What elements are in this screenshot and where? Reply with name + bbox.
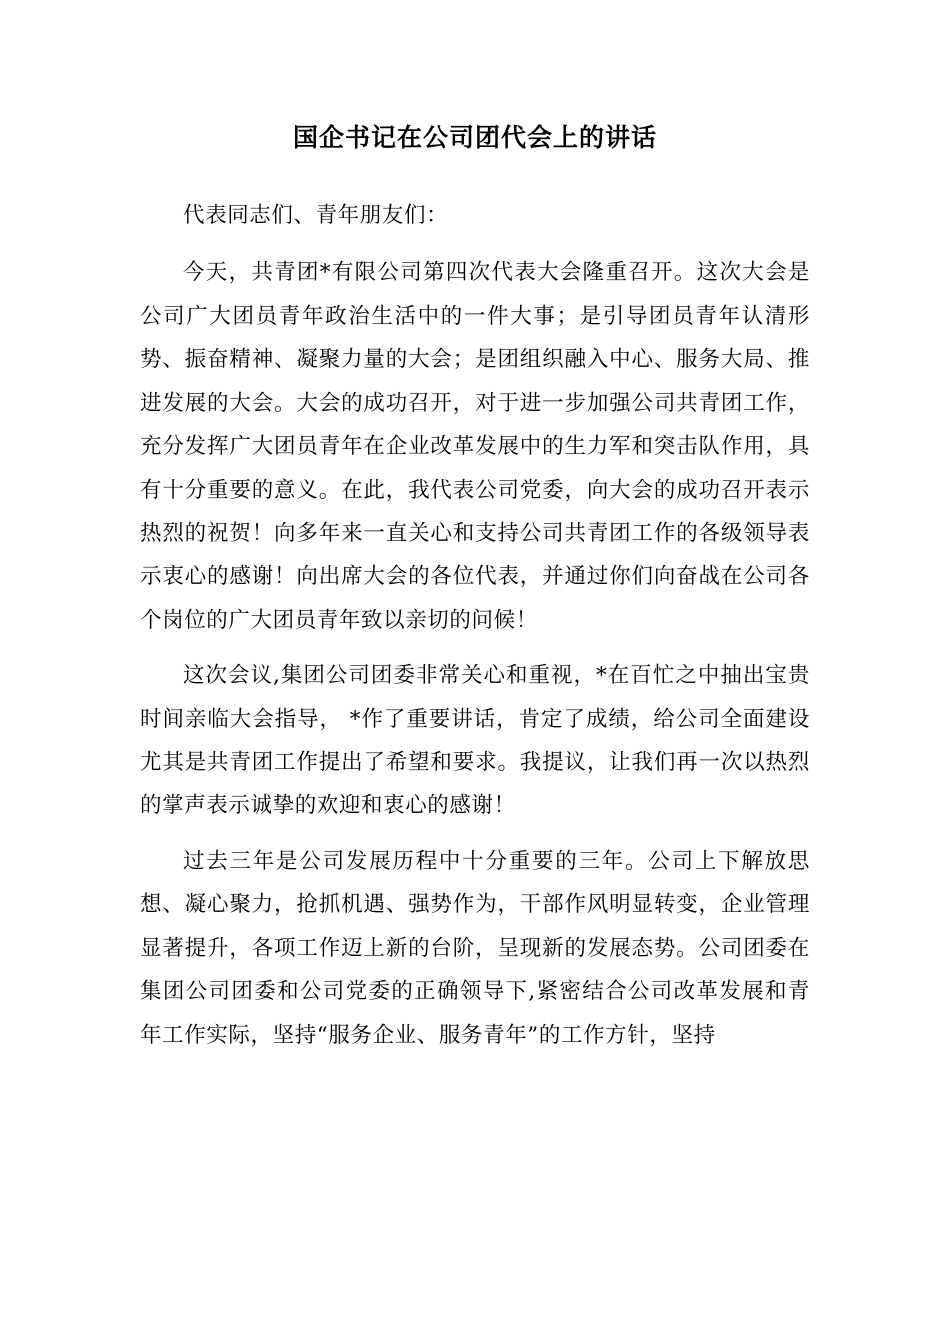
paragraph-3: 过去三年是公司发展历程中十分重要的三年。公司上下解放思想、凝心聚力，抢抓机遇、强势作为，干部作风明显转变，企业管理显著提升，各项工作迈上新的台阶，呈现新的发展态势。公司团委在集团公司团委和公司党委的正确领导下,紧密结合公司改革发展和青年工作实际，坚持“服务企业、服务青年”的工作方针，坚持 (140, 848, 810, 1048)
paragraph-salutation: 代表同志们、青年朋友们： (183, 203, 449, 228)
page-title: 国企书记在公司团代会上的讲话 (292, 123, 657, 152)
paragraph-2: 这次会议,集团公司团委非常关心和重视，*在百忙之中抽出宝贵时间亲临大会指导， *作了重要讲话，肯定了成绩，给公司全面建设尤其是共青团工作提出了希望和要求。我提议，让我们再一次以热烈的掌声表示诚挚的欢迎和衷心的感谢！ (140, 663, 810, 819)
paragraph-1: 今天，共青团*有限公司第四次代表大会隆重召开。这次大会是公司广大团员青年政治生活中的一件大事；是引导团员青年认清形势、振奋精神、凝聚力量的大会；是团组织融入中心、服务大局、推进发展的大会。大会的成功召开，对于进一步加强公司共青团工作，充分发挥广大团员青年在企业改革发展中的生力军和突击队作用，具有十分重要的意义。在此，我代表公司党委，向大会的成功召开表示热烈的祝贺！向多年来一直关心和支持公司共青团工作的各级领导表示衷心的感谢！向出席大会的各位代表，并通过你们向奋战在公司各个岗位的广大团员青年致以亲切的问候！ (140, 260, 810, 633)
